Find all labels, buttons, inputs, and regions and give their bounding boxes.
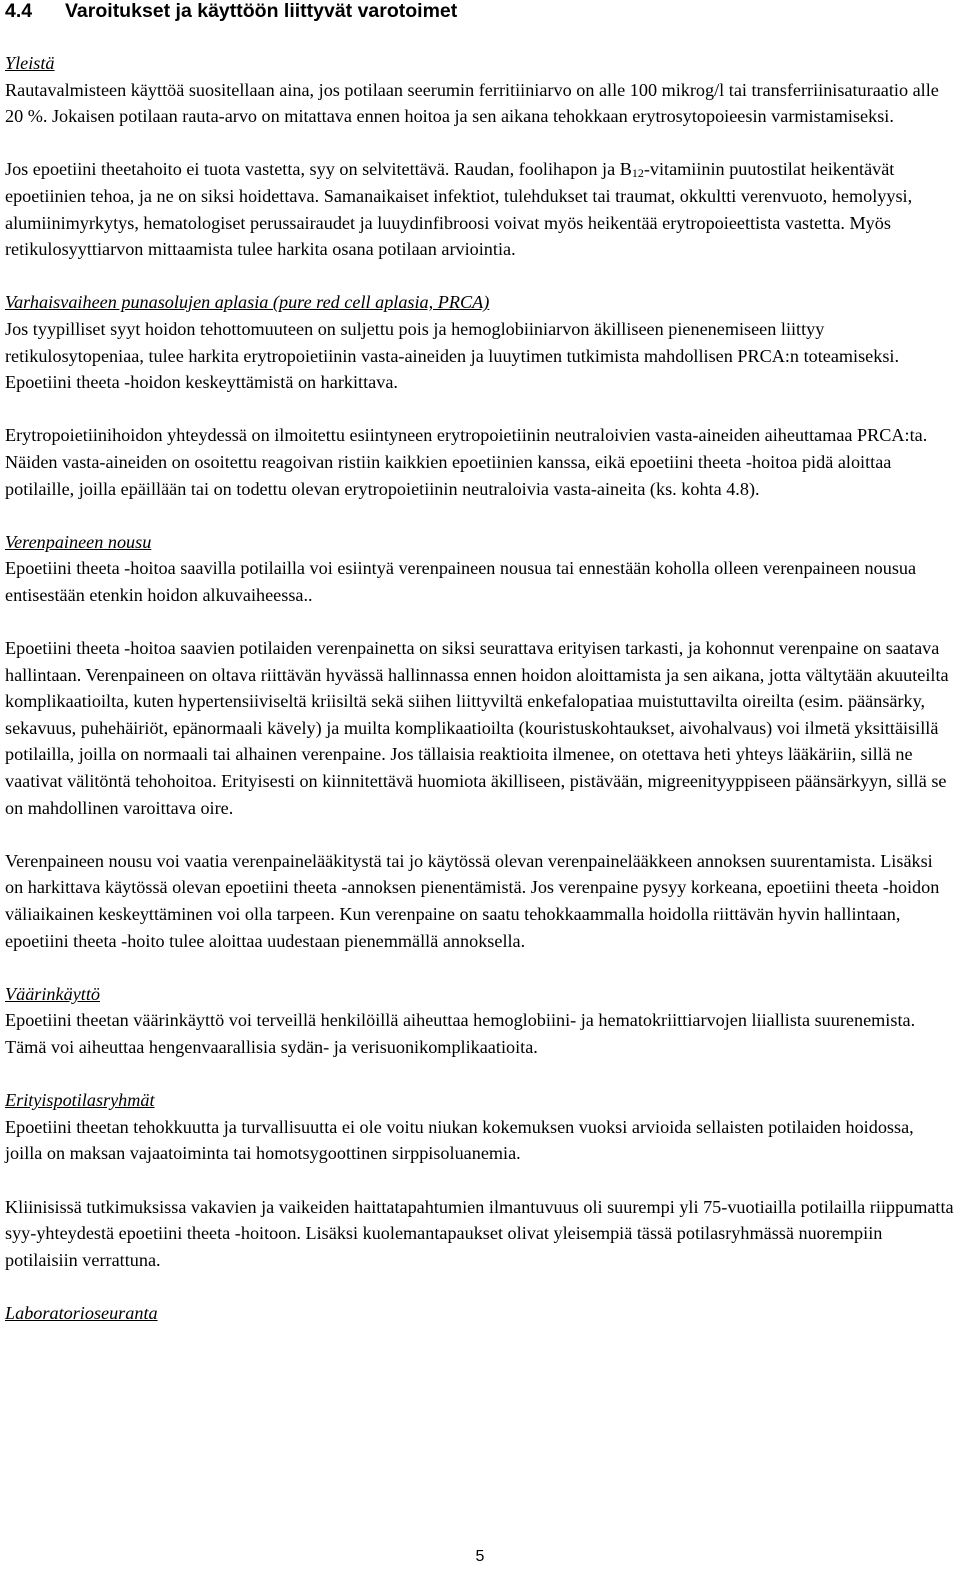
paragraph-verenpaine-2: Epoetiini theeta -hoitoa saavien potilaiden verenpainetta on siksi seurattava erityisen tarkasti, ja kohonnut verenpaine on saatava hallintaan. Verenpaineen on oltava riittävän hyvässä hallinnassa ennen hoidon aloittamista ja sen aikana, jotta vältytään akuuteilta komplikaatioilta, kuten hypertensiiviseltä kriisiltä sekä siihen liittyviltä enkefalopatiaa muistuttavilta oireilta (esim. päänsärky, sekavuus, puhehäiriöt, epänormaali kävely) ja muilta komplikaatioilta (kouristuskohtaukset, aivohalvaus) voi ilmetä yksittäisillä potilailla, joilla on normaali tai alhainen verenpaine. Jos tällaisia reaktioita ilmenee, on otettava heti yhteys lääkäriin, sillä ne vaativat välitöntä tehohoitoa. Erityisesti on kiinnitettävä huomiota äkilliseen, pistävään, migreenityyppiseen päänsärkyyn, sillä se on mahdollinen varoittava oire. — [5, 638, 949, 818]
paragraph-vaarinkaytto-1: Epoetiini theetan väärinkäyttö voi terveillä henkilöillä aiheuttaa hemoglobiini- ja hematokriittiarvojen liiallista suurenemista. Tämä voi aiheuttaa hengenvaarallisia sydän- ja verisuonikomplikaatioita. — [5, 1010, 916, 1057]
subheading-erityis: Erityispotilasryhmät — [5, 1090, 155, 1111]
paragraph-prca-1: Jos tyypilliset syyt hoidon tehottomuuteen on suljettu pois ja hemoglobiiniarvon äkilliseen pienenemiseen liittyy retikulosytopeniaa, tulee harkita erytropoietiinin vasta-aineiden ja luuytimen tutkimista mahdollisen PRCA:n toteamiseksi. Epoetiini theeta -hoidon keskeyttämistä on harkittava. — [5, 318, 900, 393]
section-title: Varoitukset ja käyttöön liittyvät varotoimet — [65, 0, 458, 22]
subheading-prca: Varhaisvaiheen punasolujen aplasia (pure red cell aplasia, PRCA) — [5, 292, 490, 313]
subscript-12: 12 — [631, 166, 644, 181]
paragraph-yleista-2b: -vitamiinin puutostilat heikentävät epoetiinien tehoa, ja ne on siksi hoidettava. Samanaikaiset infektiot, tulehdukset tai traumat, okkultti verenvuoto, hemolyysi, alumiinimyrkytys, hematologiset perussairaudet ja luuydinfibroosi voivat myös heikentää erytropoieettista vastetta. Myös retikulosyyttiarvon mittaamista tulee harkita osana potilaan arviointia. — [5, 159, 913, 260]
section-heading — [5, 0, 955, 22]
paragraph-verenpaine-3: Verenpaineen nousu voi vaatia verenpainelääkitystä tai jo käytössä olevan verenpainelääkkeen annoksen suurentamista. Lisäksi on harkittava käytössä olevan epoetiini theeta -annoksen pienentämistä. Jos verenpaine pysyy korkeana, epoetiini theeta -hoidon väliaikainen keskeyttäminen voi olla tarpeen. Kun verenpaine on saatu tehokkaammalla hoidolla riittävän hyvin hallintaan, epoetiini theeta -hoito tulee aloittaa uudestaan pienemmällä annoksella. — [5, 850, 940, 951]
subheading-vaarinkaytto: Väärinkäyttö — [5, 983, 100, 1004]
paragraph-yleista-2a: Jos epoetiini theetahoito ei tuota vastetta, syy on selvitettävä. Raudan, foolihapon ja B — [5, 159, 632, 180]
subheading-yleista: Yleistä — [5, 53, 55, 73]
paragraph-yleista-1: Rautavalmisteen käyttöä suositellaan aina, jos potilaan seerumin ferritiiniarvo on alle 100 mikrog/l tai transferriinisaturaatio alle 20 %. Jokaisen potilaan rauta-arvo on mitattava ennen hoitoa ja sen aikana tehokkaan erytrosytopoieesin varmistamiseksi. — [5, 79, 939, 127]
section-number: 4.4 — [5, 0, 33, 22]
document-page — [5, 0, 955, 1327]
subheading-labra: Laboratorioseuranta — [5, 1302, 158, 1323]
paragraph-erityis-2: Kliinisissä tutkimuksissa vakavien ja vaikeiden haittatapahtumien ilmantuvuus oli suurempi yli 75-vuotiailla potilailla riippumatta syy-yhteydestä epoetiini theeta -hoitoon. Lisäksi kuolemantapaukset olivat yleisempiä tässä potilasryhmässä nuorempiin potilaisiin verrattuna. — [5, 1196, 954, 1270]
page-number: 5 — [475, 1548, 485, 1565]
subheading-verenpaine: Verenpaineen nousu — [5, 531, 152, 552]
paragraph-verenpaine-1: Epoetiini theeta -hoitoa saavilla potilailla voi esiintyä verenpaineen nousua tai ennestään koholla olleen verenpaineen nousua entisestään etenkin hoidon alkuvaiheessa.. — [5, 558, 917, 605]
paragraph-prca-2: Erytropoietiinihoidon yhteydessä on ilmoitettu esiintyneen erytropoietiinin neutraloivien vasta-aineiden aiheuttamaa PRCA:ta. Näiden vasta-aineiden on osoitettu reagoivan ristiin kaikkien epoetiinien kanssa, eikä epoetiini theeta -hoitoa pidä aloittaa potilaille, joilla epäillään tai on todettu olevan erytropoietiinin neutraloivia vasta-aineita (ks. kohta 4.8). — [5, 425, 928, 499]
section-body — [5, 50, 955, 1327]
paragraph-yleista-2 — [5, 156, 955, 262]
paragraph-erityis-1: Epoetiini theetan tehokkuutta ja turvallisuutta ei ole voitu niukan kokemuksen vuoksi arvioida sellaisten potilaiden hoidossa, joilla on maksan vajaatoiminta tai homotsygoottinen sirppisoluanemia. — [5, 1116, 914, 1164]
